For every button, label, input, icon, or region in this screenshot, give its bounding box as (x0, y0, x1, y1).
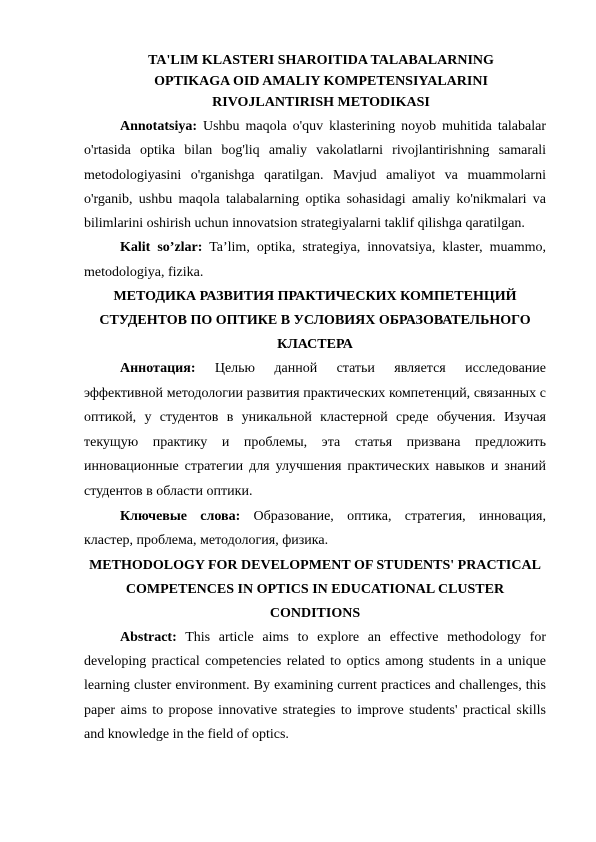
uzbek-keywords (84, 236, 546, 285)
russian-section (84, 285, 546, 554)
english-abstract (84, 626, 546, 747)
english-abstract-text: This article aims to explore an effective methodology for developing practical competencies related to optics among students in a unique learning cluster environment. By examining current practices and challenges, this paper aims to propose innovative strategies to improve students' practical skills and knowledge in the field of optics. (84, 629, 546, 743)
uzbek-keywords-text: Ta’lim, optika, strategiya, innovatsiya, klaster, muammo, metodologiya, fizika. (84, 240, 546, 280)
english-title: METHODOLOGY FOR DEVELOPMENT OF STUDENTS' PRACTICAL COMPETENCES IN OPTICS IN EDUCATIONAL CLUSTER CONDITIONS (89, 557, 541, 621)
russian-abstract (84, 357, 546, 505)
russian-keywords-text: Образование, оптика, стратегия, инновация, кластер, проблема, методология, физика. (84, 508, 546, 549)
russian-keywords-label: Ключевые слова: (120, 508, 241, 524)
paper-page (84, 50, 546, 747)
uzbek-section (84, 50, 546, 285)
uzbek-abstract-text: Ushbu maqola o'quv klasterining noyob muhitida talabalar o'rtasida optika bilan bog'liq amaliy vakolatlarni rivojlantirishning samarali metodologiyasini o'rganishga qaratilgan. Mavjud amaliyot va muammolarni o'rganib, ushbu maqola talabalarning optika sohasidagi amaliy ko'nikmalari va bilimlarini oshirish uchun innovatsion strategiyalarni taklif qilishga qaratilgan. (84, 119, 547, 232)
uzbek-abstract (84, 115, 546, 236)
english-abstract-label: Abstract: (120, 629, 177, 645)
english-section (84, 554, 546, 747)
uzbek-keywords-label: Kalit so’zlar: (120, 240, 203, 256)
uzbek-abstract-label: Annotatsiya: (120, 119, 198, 134)
uzbek-title: TA'LIM KLASTERI SHAROITIDA TALABALARNING OPTIKAGA OID AMALIY KOMPETENSIYALARINI RIVOJLANTIRISH METODIKASI (148, 53, 494, 110)
russian-abstract-text: Целью данной статьи является исследование эффективной методологии развития практических компетенций, связанных с оптикой, у студентов в уникальной кластерной среде обучения. Изучая текущую практику и проблемы, эта статья призвана предложить инновационные стратегии для улучшения практических навыков и знаний студентов в области оптики. (84, 361, 546, 500)
russian-keywords (84, 505, 546, 554)
russian-title: МЕТОДИКА РАЗВИТИЯ ПРАКТИЧЕСКИХ КОМПЕТЕНЦИЙ СТУДЕНТОВ ПО ОПТИКЕ В УСЛОВИЯХ ОБРАЗОВАТЕЛЬНОГО КЛАСТЕРА (99, 289, 531, 353)
russian-abstract-label: Аннотация: (120, 361, 196, 377)
